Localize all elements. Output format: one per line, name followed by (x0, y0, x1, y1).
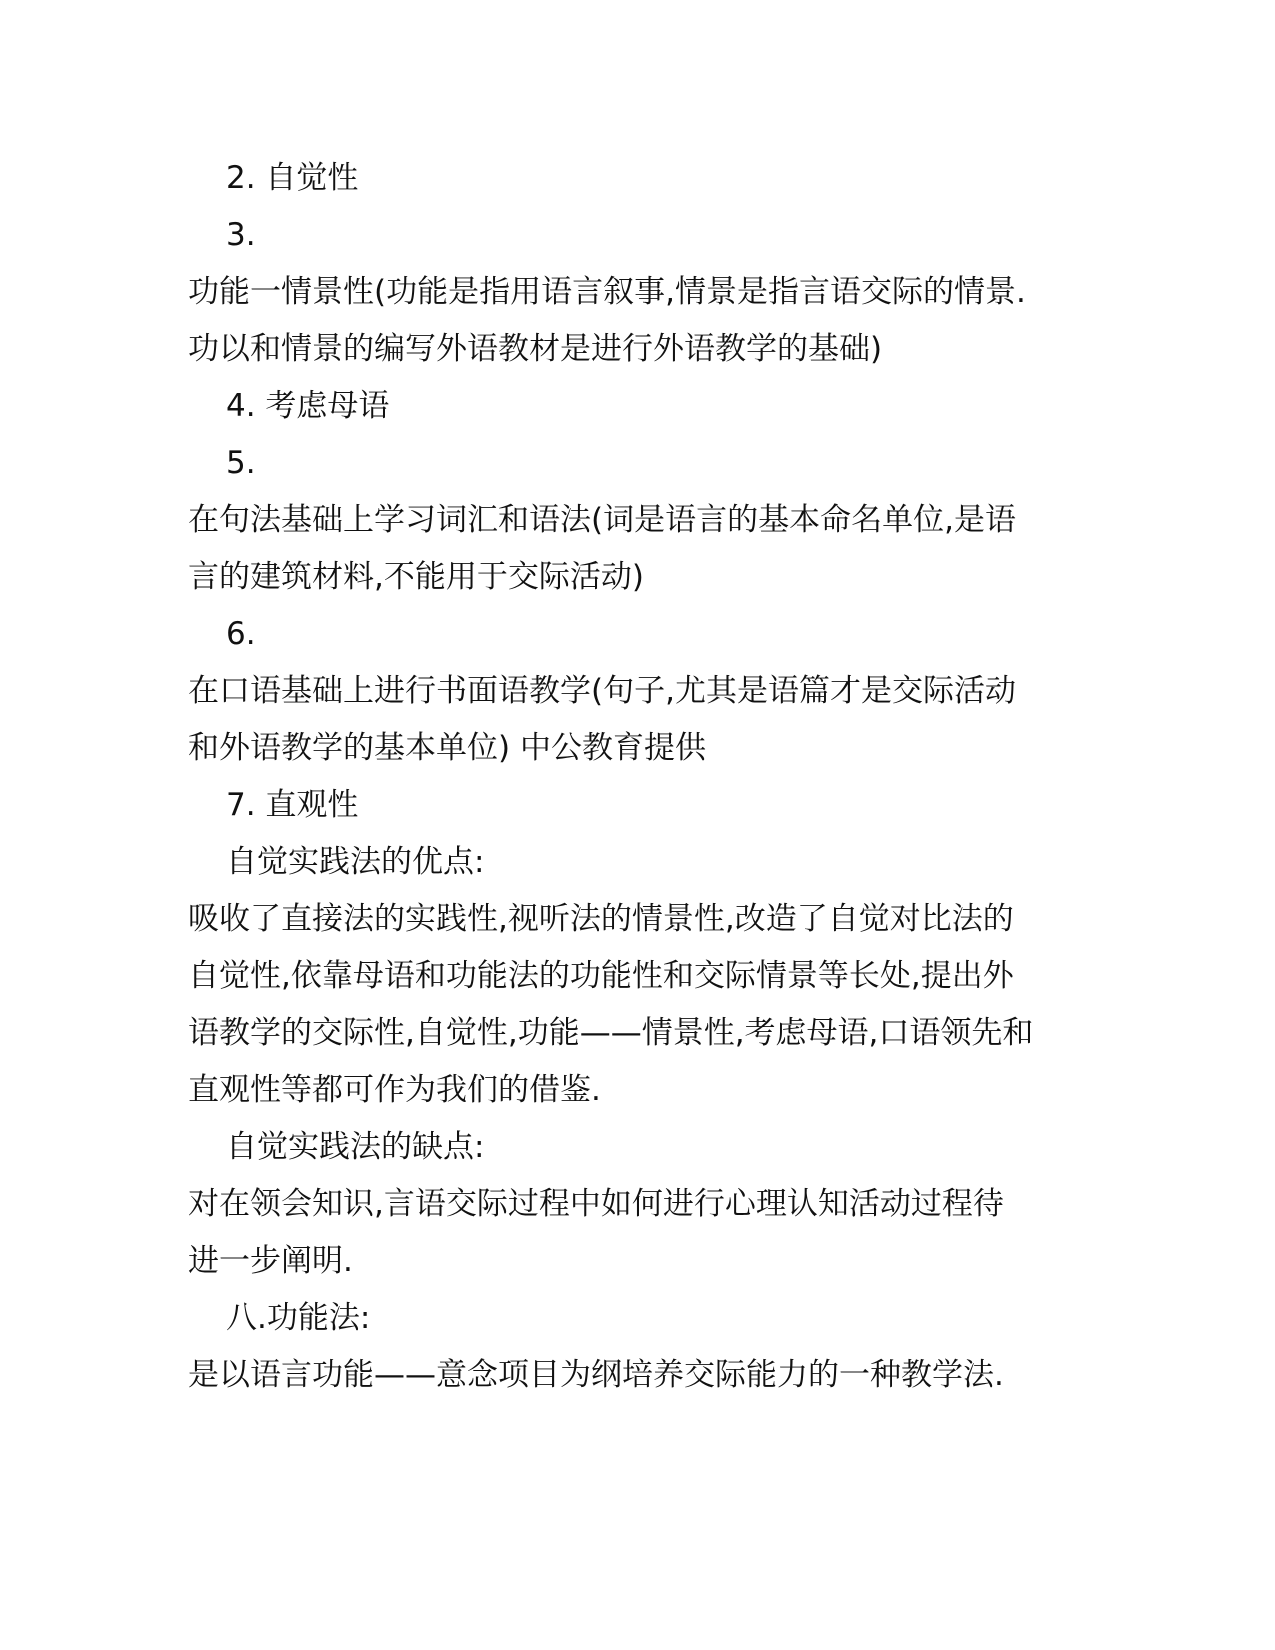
advantages-paragraph-line-4: 直观性等都可作为我们的借鉴. (188, 1072, 601, 1108)
list-item-3-text-cont: 功以和情景的编写外语教材是进行外语教学的基础) (188, 331, 883, 367)
list-item-2: 2. 自觉性 (226, 160, 359, 196)
list-item-6-number: 6. (226, 616, 256, 652)
advantages-heading: 自觉实践法的优点: (226, 844, 485, 880)
disadvantages-paragraph-line-2: 进一步阐明. (188, 1243, 353, 1279)
document-body (188, 150, 1088, 1404)
list-item-4: 4. 考虑母语 (226, 388, 390, 424)
advantages-paragraph-line-2: 自觉性,依靠母语和功能法的功能性和交际情景等长处,提出外 (188, 958, 1014, 994)
advantages-paragraph-line-1: 吸收了直接法的实践性,视听法的情景性,改造了自觉对比法的 (188, 901, 1014, 937)
list-item-5-text: 在句法基础上学习词汇和语法(词是语言的基本命名单位,是语 (188, 502, 1016, 538)
list-item-3-number: 3. (226, 217, 256, 253)
disadvantages-paragraph-line-1: 对在领会知识,言语交际过程中如何进行心理认知活动过程待 (188, 1186, 1004, 1222)
list-item-6-text-cont: 和外语教学的基本单位) 中公教育提供 (188, 730, 706, 766)
functional-method-definition: 是以语言功能——意念项目为纲培养交际能力的一种教学法. (188, 1357, 1004, 1393)
advantages-paragraph-line-3: 语教学的交际性,自觉性,功能——情景性,考虑母语,口语领先和 (188, 1015, 1034, 1051)
list-item-3-text: 功能一情景性(功能是指用语言叙事,情景是指言语交际的情景. (188, 274, 1026, 310)
list-item-5-number: 5. (226, 445, 256, 481)
list-item-5-text-cont: 言的建筑材料,不能用于交际活动) (188, 559, 644, 595)
disadvantages-heading: 自觉实践法的缺点: (226, 1129, 485, 1165)
list-item-6-text: 在口语基础上进行书面语教学(句子,尤其是语篇才是交际活动 (188, 673, 1016, 709)
section-heading-functional-method: 八.功能法: (226, 1300, 371, 1336)
list-item-7: 7. 直观性 (226, 787, 359, 823)
